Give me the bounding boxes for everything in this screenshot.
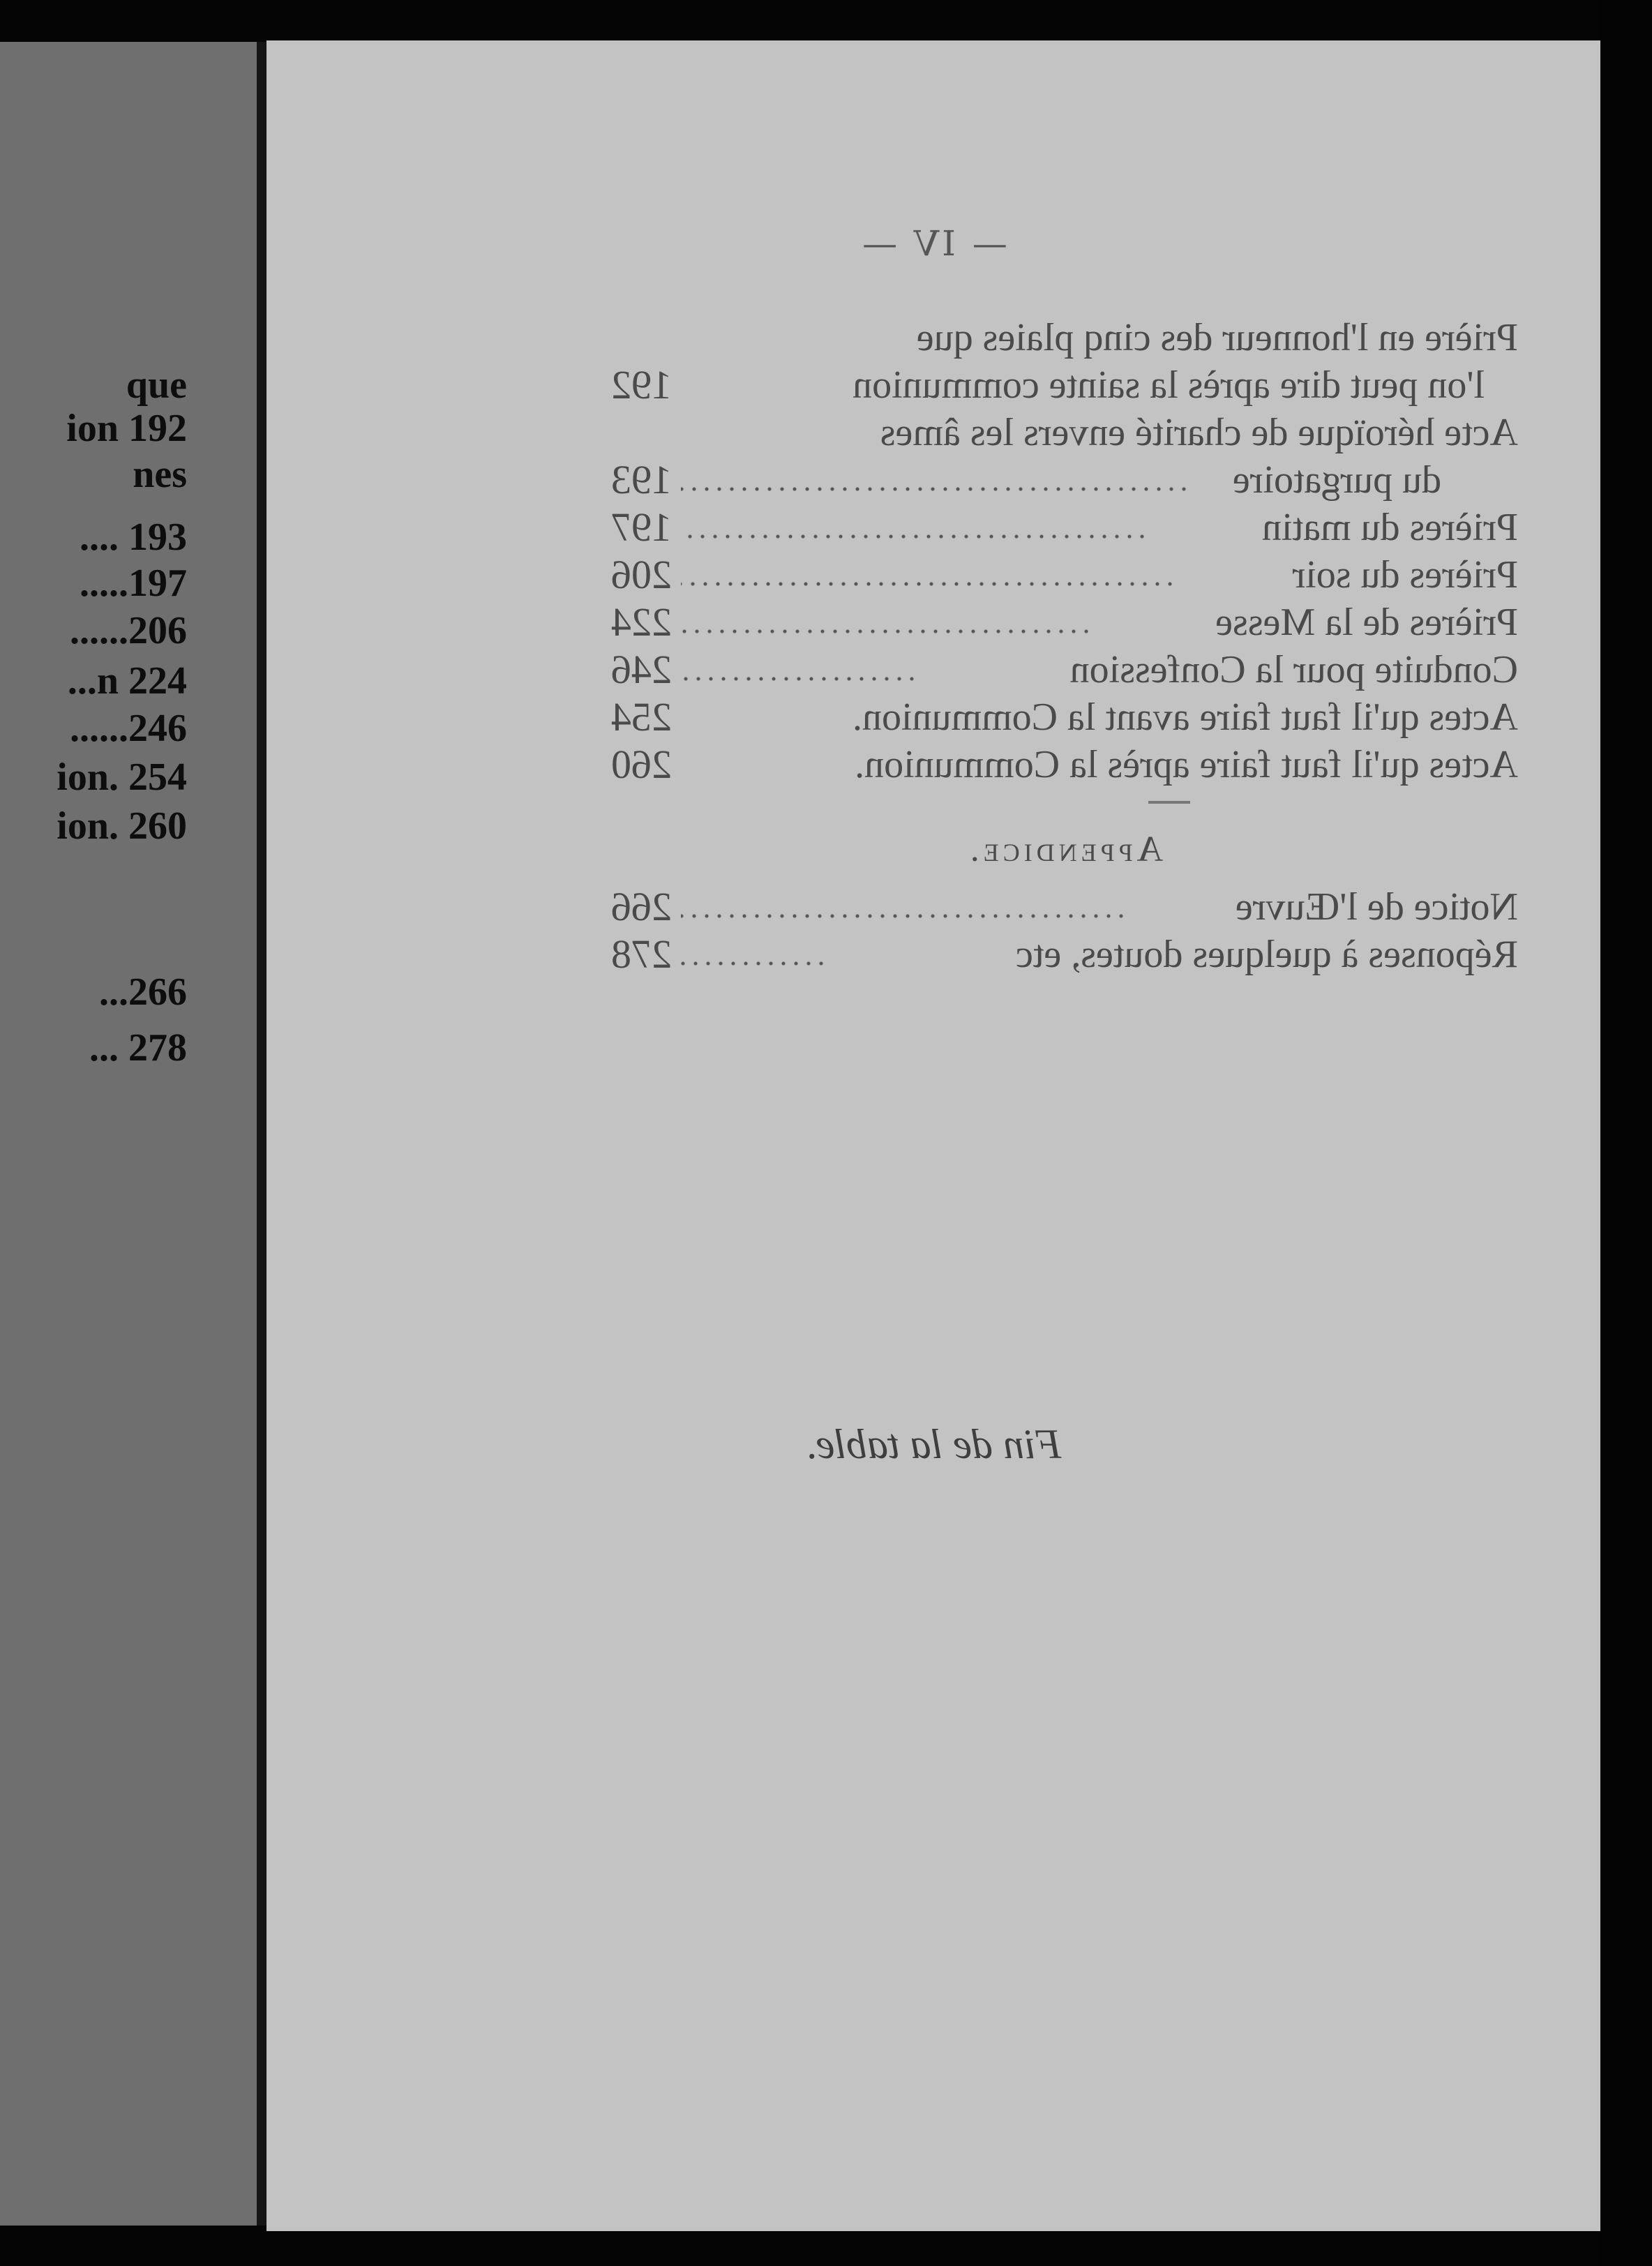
toc-entry-label: Actes qu'il faut faire avant la Communion. <box>852 696 1518 739</box>
toc-entry-page: 266 <box>611 884 672 929</box>
left-facing-page <box>0 42 262 2226</box>
leader-dots <box>681 961 827 966</box>
toc-entry <box>611 599 1518 646</box>
mirrored-print <box>266 40 1600 2231</box>
left-page-line: ion. 260 <box>57 804 187 848</box>
toc-entry-label: Prière en l'honneur des cinq plaies que <box>916 316 1518 359</box>
toc-entry-label: Prières du soir <box>1292 553 1518 596</box>
leader-dots <box>681 677 918 681</box>
left-page-line: nes <box>133 453 187 496</box>
toc-entry-label: Prières de la Messe <box>1215 601 1518 644</box>
toc-entry <box>611 693 1518 741</box>
appendix-heading: Appendice. <box>966 830 1164 869</box>
toc-entry <box>611 551 1518 599</box>
scan-border <box>1600 0 1652 2266</box>
toc-entry-label: Notice de l'Œuvre <box>1235 885 1518 929</box>
leader-dots <box>681 582 1176 586</box>
left-page-line: que <box>126 363 187 407</box>
toc-entry-page: 224 <box>611 599 672 645</box>
left-page-line: ...n 224 <box>67 659 187 703</box>
toc-entry <box>611 504 1518 551</box>
toc-entry-page: 193 <box>611 457 672 502</box>
toc-entry <box>611 883 1518 931</box>
toc-entry <box>611 456 1518 504</box>
toc-entry-label: du purgatoire <box>1232 458 1441 502</box>
toc-entry-page: 206 <box>611 552 672 597</box>
toc-entry-page: 197 <box>611 504 672 550</box>
left-page-line: ...266 <box>99 970 187 1014</box>
section-divider <box>611 788 1518 816</box>
page-number: — IV — <box>859 223 1007 264</box>
left-page-line: .... 193 <box>80 516 187 559</box>
book-gutter <box>257 42 266 2226</box>
toc-entry-page: 260 <box>611 742 672 787</box>
toc-entry-label: Acte héroïque de charité envers les âmes <box>880 411 1518 454</box>
toc-entry-page: 254 <box>611 694 672 740</box>
left-page-line: ion. 254 <box>57 756 187 799</box>
toc-entry-page: 246 <box>611 647 672 692</box>
toc-list <box>611 314 1518 978</box>
toc-entry-label: Actes qu'il faut faire après la Communion. <box>855 743 1518 786</box>
left-page-line: ......246 <box>70 707 187 750</box>
toc-entry-label: l'on peut dire après la sainte communion <box>853 363 1485 407</box>
toc-entry-label: Réponses à quelques doutes, etc <box>1015 933 1518 976</box>
left-page-line: ... 278 <box>89 1026 187 1070</box>
toc-entry-label: Conduite pour la Confession <box>1069 648 1518 691</box>
left-page-line: ......206 <box>70 609 187 652</box>
leader-dots <box>681 534 1148 539</box>
toc-entry <box>611 314 1518 361</box>
toc-entry <box>611 409 1518 456</box>
left-page-line: .....197 <box>80 562 187 605</box>
leader-dots <box>681 629 1092 633</box>
toc-entry-page: 278 <box>611 931 672 977</box>
closing-note: Fin de la table. <box>805 1421 1062 1467</box>
toc-entry <box>611 931 1518 978</box>
leader-dots <box>681 487 1190 491</box>
toc-entry <box>611 361 1518 409</box>
toc-entry-label: Prières du matin <box>1261 506 1518 549</box>
leader-dots <box>681 914 1127 918</box>
table-of-contents-page <box>266 40 1600 2231</box>
left-page-line: ion 192 <box>66 407 187 450</box>
toc-entry <box>611 741 1518 788</box>
toc-entry-page: 192 <box>611 362 672 407</box>
toc-entry <box>611 646 1518 693</box>
